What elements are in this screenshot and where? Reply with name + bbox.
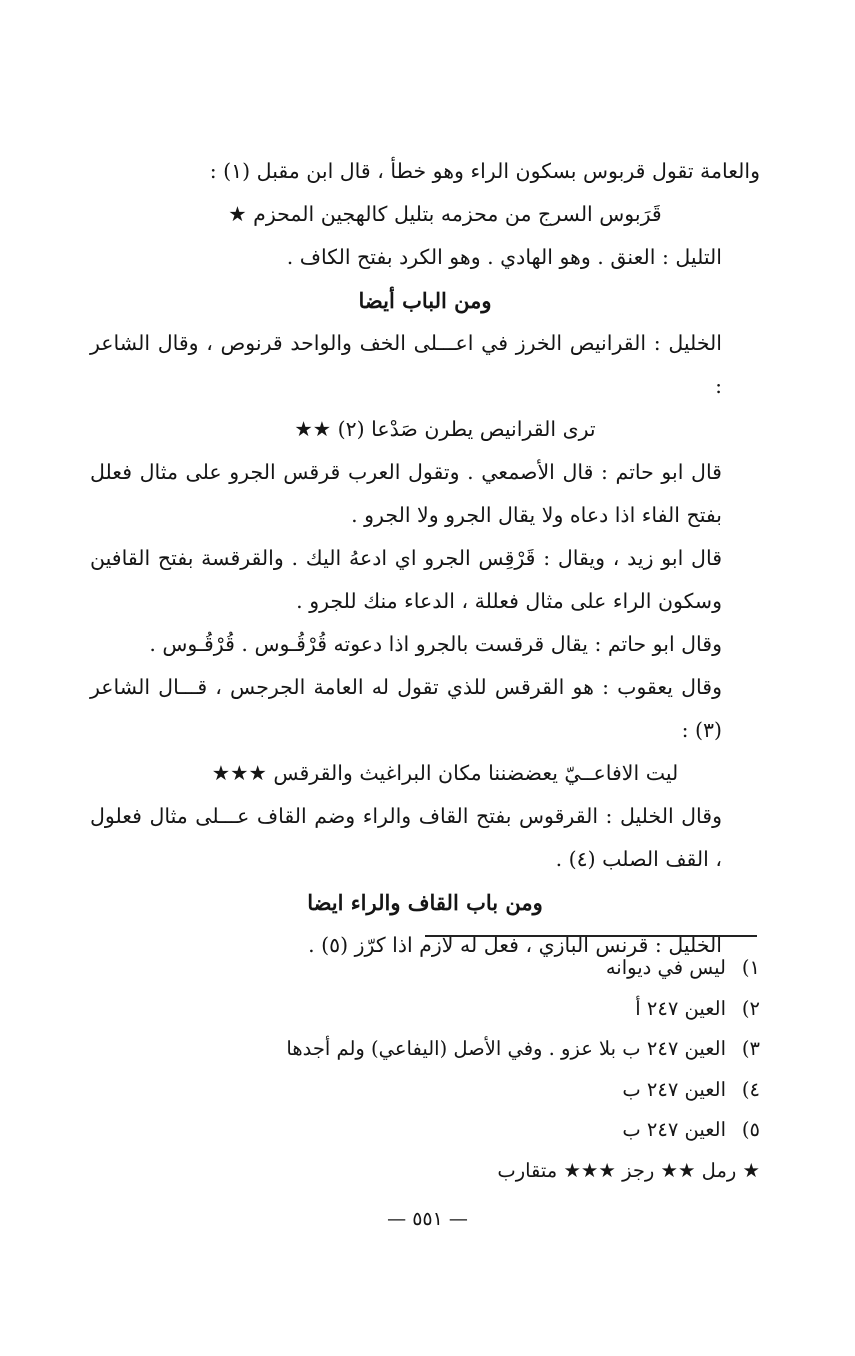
footnote bbox=[90, 1110, 760, 1151]
text-paragraph: قال ابو حاتم : قال الأصمعي . وتقول العرب قرقس الجرو على مثال فعلل بفتح الفاء اذا دعاه ولا يقال الجرو ولا الجرو . bbox=[90, 460, 722, 527]
footnote bbox=[90, 1029, 760, 1070]
text-paragraph: قال ابو زيد ، ويقال : قَرْقِس الجرو اي ادعهُ اليك . والقرقسة بفتح القافين وسكون الراء على مثال فعللة ، الدعاء منك للجرو . bbox=[90, 546, 722, 613]
text-line: الخليل : قرنس البازي ، فعل له لازم اذا كرّز (٥) . bbox=[308, 933, 722, 957]
poem-verse: قَرَبوس السرج من محزمه بتليل كالهجين المحزم ★ bbox=[228, 202, 662, 226]
poem-verse: ليت الافاعــيّ يعضضننا مكان البراغيث والقرقس ★★★ bbox=[211, 761, 679, 785]
footnote bbox=[90, 1070, 760, 1111]
footnote-text: العين ٢٤٧ ب bbox=[622, 1077, 726, 1101]
footnote-number: ٣) bbox=[741, 1037, 760, 1060]
footnote bbox=[90, 948, 760, 989]
poem-verse: ترى القرانيص يطرن صَدْعا (٢) ★★ bbox=[294, 417, 596, 441]
text-paragraph: وقال يعقوب : هو القرقس للذي تقول له العامة الجرجس ، قـــال الشاعر (٣) : bbox=[90, 675, 722, 742]
text-paragraph: وقال ابو حاتم : يقال قرقست بالجرو اذا دعوته قُرْقُـوس . قُرْقُـوس . bbox=[149, 632, 722, 656]
section-heading: ومن باب القاف والراء ايضا bbox=[307, 890, 543, 915]
footnote-number: ١) bbox=[741, 956, 760, 979]
text-paragraph: وقال الخليل : القرقوس بفتح القاف والراء وضم القاف عـــلى مثال فعلول ، القف الصلب (٤) . bbox=[90, 804, 722, 871]
text-line: التليل : العنق . وهو الهادي . وهو الكرد بفتح الكاف . bbox=[286, 245, 722, 269]
footnote bbox=[90, 989, 760, 1030]
meter-key: ★ رمل ★★ رجز ★★★ متقارب bbox=[497, 1158, 760, 1182]
main-text bbox=[90, 150, 760, 967]
text-line: والعامة تقول قربوس بسكون الراء وهو خطأ ، قال ابن مقبل (١) : bbox=[209, 159, 760, 183]
footnote-number: ٢) bbox=[741, 996, 760, 1020]
footnote-divider bbox=[425, 935, 757, 937]
footnotes bbox=[90, 948, 760, 1191]
footnote-number: ٤) bbox=[741, 1077, 760, 1101]
footnote-text: ليس في ديوانه bbox=[605, 956, 726, 979]
page-number: — ٥٥١ — bbox=[387, 1208, 468, 1230]
footnote-text: العين ٢٤٧ ب بلا عزو . وفي الأصل (اليفاعي) ولم أجدها bbox=[286, 1037, 726, 1060]
text-paragraph: الخليل : القرانيص الخرز في اعـــلى الخف والواحد قرنوص ، وقال الشاعر : bbox=[90, 331, 722, 398]
section-heading: ومن الباب أيضا bbox=[358, 288, 492, 313]
footnote-text: العين ٢٤٧ ب bbox=[622, 1118, 726, 1141]
footnote-number: ٥) bbox=[741, 1118, 760, 1141]
footnote-text: العين ٢٤٧ أ bbox=[635, 996, 726, 1020]
